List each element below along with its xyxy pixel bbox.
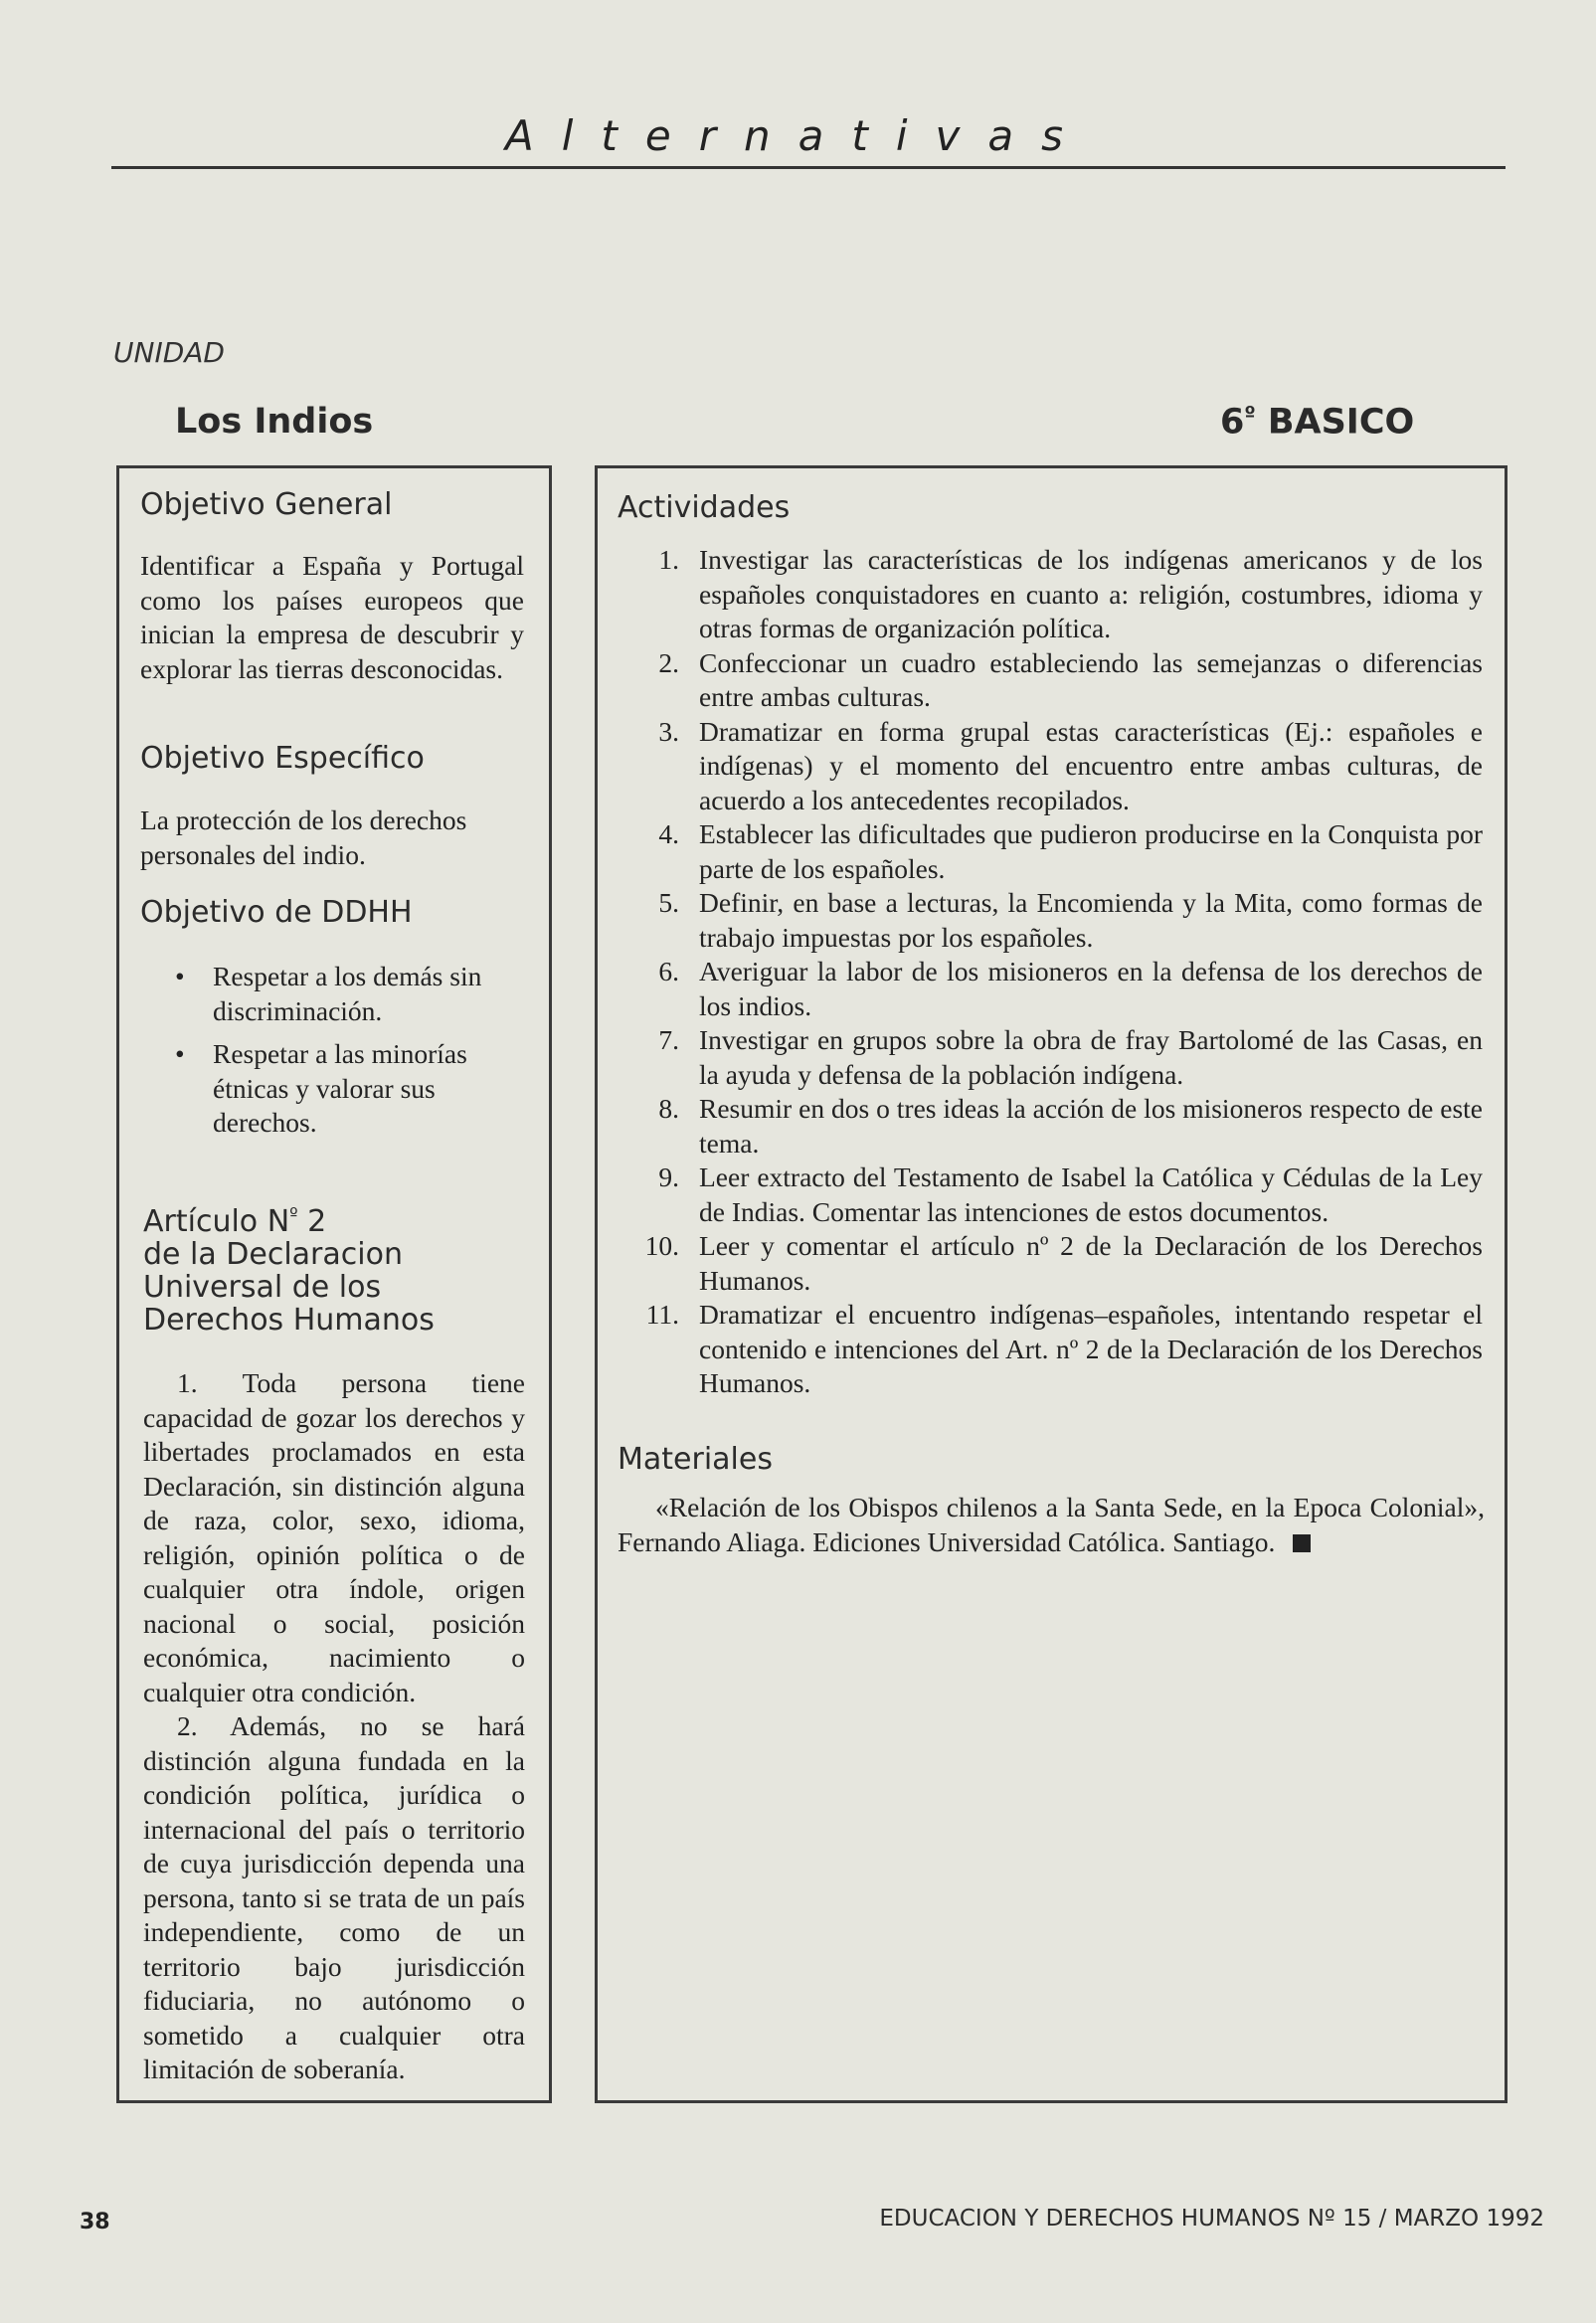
unit-title: Los Indios xyxy=(175,402,374,442)
grade-ordinal: º xyxy=(1244,402,1256,426)
articulo-heading-line: Universal de los xyxy=(143,1270,382,1305)
list-item xyxy=(618,715,1483,818)
item-number: 8. xyxy=(658,1093,679,1124)
articulo-number: 2 xyxy=(297,1204,327,1239)
item-text: Definir, en base a lecturas, la Encomienda y la Mita, como formas de trabajo impuestas por los españoles. xyxy=(699,887,1483,953)
grade-word: BASICO xyxy=(1267,402,1415,443)
item-number: 10. xyxy=(644,1230,679,1261)
list-item xyxy=(171,1037,529,1141)
objetivo-especifico-text: La protección de los derechos personales del indio. xyxy=(140,804,467,870)
item-text: Investigar en grupos sobre la obra de fray Bartolomé de las Casas, en la ayuda y defensa de la población indígena. xyxy=(699,1024,1483,1090)
list-item xyxy=(618,646,1483,715)
articulo-paragraph-2 xyxy=(143,1709,525,2087)
materiales-text: «Relación de los Obispos chilenos a la Santa Sede, en la Epoca Colonial», Fernando Aliaga. Ediciones Universidad Católica. Santiago. xyxy=(618,1492,1485,1557)
list-item xyxy=(618,817,1483,886)
actividades-list xyxy=(618,543,1483,1401)
header-title: Alternativas xyxy=(505,111,1091,160)
item-number: 3. xyxy=(658,715,679,747)
list-item xyxy=(618,1161,1483,1229)
item-number: 11. xyxy=(645,1299,679,1330)
articulo-heading-line: de la Declaracion xyxy=(143,1237,403,1272)
list-item xyxy=(618,1229,1483,1298)
item-number: 6. xyxy=(658,956,679,986)
grade-number: 6 xyxy=(1220,402,1245,443)
item-text: Leer y comentar el artículo nº 2 de la Declaración de los Derechos Humanos. xyxy=(699,1230,1483,1296)
item-number: 7. xyxy=(658,1024,679,1055)
list-item xyxy=(618,1023,1483,1092)
item-text: Dramatizar en forma grupal estas características (Ej.: españoles e indígenas) y el momento del encuentro entre ambas culturas, de acuerdo a los antecedentes recopilados. xyxy=(699,715,1483,815)
item-text: Resumir en dos o tres ideas la acción de los misioneros respecto de este tema. xyxy=(699,1093,1483,1159)
materiales-heading: Materiales xyxy=(618,1442,773,1477)
list-item xyxy=(618,955,1483,1023)
item-text: Averiguar la labor de los misioneros en la defensa de los derechos de los indios. xyxy=(699,956,1483,1021)
articulo-heading-line: Derechos Humanos xyxy=(143,1303,435,1338)
list-item-text: Respetar a los demás sin discriminación. xyxy=(213,961,482,1026)
item-text: Dramatizar el encuentro indígenas–españoles, intentando respetar el contenido e intenciones del Art. nº 2 de la Declaración de los Derechos Humanos. xyxy=(699,1299,1483,1398)
header-rule xyxy=(111,166,1506,169)
end-mark-icon xyxy=(1293,1534,1311,1552)
footer-publication: EDUCACION Y DERECHOS HUMANOS Nº 15 / MARZO 1992 xyxy=(879,2206,1544,2232)
item-number: 5. xyxy=(658,887,679,918)
actividades-heading: Actividades xyxy=(618,490,791,525)
paragraph-number: 1. xyxy=(177,1367,198,1398)
list-item xyxy=(171,960,529,1028)
objetivo-general-text: Identificar a España y Portugal como los países europeos que inician la empresa de descubrir y explorar las tierras desconocidas. xyxy=(140,550,524,684)
articulo-ordinal: º xyxy=(289,1204,298,1225)
item-text: Investigar las características de los indígenas americanos y de los españoles conquistadores en cuanto a: religión, costumbres, idioma y otras formas de organización política. xyxy=(699,544,1483,643)
item-number: 4. xyxy=(658,818,679,849)
paragraph-number: 2. xyxy=(177,1710,198,1741)
articulo-paragraph-1 xyxy=(143,1366,525,1709)
paragraph-text: Toda persona tiene capacidad de gozar los derechos y libertades proclamados en esta Declaración, sin distinción alguna de raza, color, sexo, idioma, religión, opinión política o de cualquier otra índole, origen nacional o social, posición económica, nacimiento o cualquier otra condición. xyxy=(143,1367,525,1707)
objetivo-ddhh-heading: Objetivo de DDHH xyxy=(140,895,413,930)
item-number: 1. xyxy=(658,544,679,575)
ddhh-list xyxy=(171,960,529,1150)
list-item xyxy=(618,1298,1483,1401)
item-number: 2. xyxy=(658,646,679,678)
list-item xyxy=(618,1092,1483,1161)
list-item xyxy=(618,543,1483,646)
page-number: 38 xyxy=(80,2210,110,2234)
list-item-text: Respetar a las minorías étnicas y valorar sus derechos. xyxy=(213,1038,467,1138)
unit-label: UNIDAD xyxy=(113,336,225,369)
objetivo-especifico-heading: Objetivo Específico xyxy=(140,741,425,776)
bullet-icon: • xyxy=(175,1038,185,1069)
item-text: Confeccionar un cuadro estableciendo las semejanzas o diferencias entre ambas culturas. xyxy=(699,646,1483,712)
articulo-heading-text: Artículo N xyxy=(143,1204,290,1239)
bullet-icon: • xyxy=(175,961,185,991)
item-text: Establecer las dificultades que pudieron producirse en la Conquista por parte de los españoles. xyxy=(699,818,1483,884)
paragraph-text: Además, no se hará distinción alguna fundada en la condición política, jurídica o internacional del país o territorio de cuya jurisdicción dependa una persona, tanto si se trata de un país independiente, como de un territorio bajo jurisdicción fiduciaria, no autónomo o sometido a cualquier otra limitación de soberanía. xyxy=(143,1710,525,2084)
list-item xyxy=(618,886,1483,955)
articulo-heading-line xyxy=(143,1198,501,1238)
articulo-heading xyxy=(143,1198,501,1337)
materiales-text-block xyxy=(618,1491,1485,1559)
grade-label xyxy=(1220,402,1414,443)
item-text: Leer extracto del Testamento de Isabel la Católica y Cédulas de la Ley de Indias. Comentar las intenciones de estos documentos. xyxy=(699,1162,1483,1227)
item-number: 9. xyxy=(658,1162,679,1192)
objetivo-general-heading: Objetivo General xyxy=(140,487,393,522)
